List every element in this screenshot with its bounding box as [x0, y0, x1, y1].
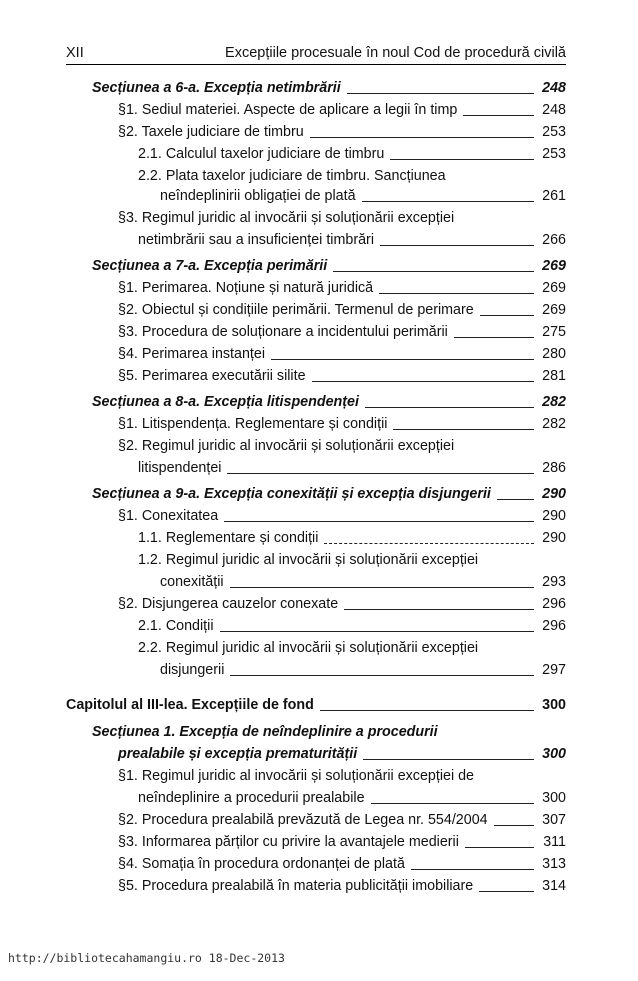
toc-leader: [224, 520, 534, 522]
toc-leader: [344, 608, 534, 610]
toc-entry: [118, 877, 566, 896]
toc-section-9: [92, 485, 566, 504]
toc-entry-title: 2.1. Condiții: [138, 618, 214, 634]
toc-entry-title: Secțiunea a 8-a. Excepția litispendenței: [92, 394, 359, 410]
toc-entry: [118, 345, 566, 364]
toc-entry-title: Secțiunea a 7-a. Excepția perimării: [92, 258, 328, 274]
toc-entry: [118, 123, 566, 142]
toc-entry: [118, 101, 566, 120]
toc-entry-title: 2.1. Calculul taxelor judiciare de timbru: [138, 146, 385, 162]
toc-entry-page: 300: [542, 746, 566, 762]
toc-entry-title: §1. Sediul materiei. Aspecte de aplicare a legii în timp: [118, 102, 458, 118]
toc-entry-page: 253: [542, 124, 566, 140]
toc-entry: [118, 415, 566, 434]
toc-entry-page: 269: [542, 258, 566, 274]
toc-section-7: [92, 257, 566, 276]
toc-entry-page: 314: [542, 878, 566, 894]
toc-entry-title: prealabile și excepția prematurității: [118, 746, 358, 762]
toc-entry-title: §3. Informarea părților cu privire la avantajele medierii: [118, 834, 459, 850]
toc-leader: [454, 336, 534, 338]
toc-entry-page: 248: [542, 80, 566, 96]
toc-entry-title: §2. Disjungerea cauzelor conexate: [118, 596, 339, 612]
toc-entry-page: 307: [542, 812, 566, 828]
toc-entry-page: 297: [542, 662, 566, 678]
toc-entry: [138, 617, 566, 636]
toc-leader: [230, 586, 534, 588]
toc-leader: [465, 846, 534, 848]
toc-chapter-3: [66, 696, 566, 715]
toc-leader: [362, 200, 534, 202]
toc-entry: [118, 279, 566, 298]
toc-entry-line: §3. Regimul juridic al invocării și soluționării excepției: [118, 210, 455, 226]
toc-entry-title: §1. Conexitatea: [118, 508, 219, 524]
toc-entry-page: 281: [542, 368, 566, 384]
toc-section-line: Secțiunea 1. Excepția de neîndeplinire a procedurii: [92, 724, 438, 740]
toc-entry-page: 290: [542, 508, 566, 524]
toc-leader: [227, 472, 534, 474]
toc-entry-page: 286: [542, 460, 566, 476]
toc-leader: [333, 270, 534, 272]
toc-entry-title: litispendenței: [138, 460, 222, 476]
toc-entry: [118, 367, 566, 386]
toc-entry: [138, 529, 566, 548]
page-number: XII: [66, 45, 84, 61]
toc-entry-page: 300: [542, 697, 566, 713]
toc-entry-title: §2. Procedura prealabilă prevăzută de Legea nr. 554/2004: [118, 812, 488, 828]
toc-entry-page: 269: [542, 280, 566, 296]
toc-leader: [310, 136, 534, 138]
toc-leader: [390, 158, 534, 160]
toc-entry-title: §1. Litispendența. Reglementare și condiții: [118, 416, 388, 432]
toc-entry: [138, 231, 566, 250]
toc-leader: [220, 630, 535, 632]
toc-leader: [271, 358, 534, 360]
toc-entry-page: 293: [542, 574, 566, 590]
toc-entry: [118, 855, 566, 874]
toc-entry: [118, 301, 566, 320]
running-header: [66, 44, 566, 65]
toc-leader: [393, 428, 534, 430]
toc-leader: [463, 114, 534, 116]
toc-entry-title: neîndeplinirii obligației de plată: [160, 188, 356, 204]
toc-entry-page: 290: [542, 530, 566, 546]
toc-entry-page: 311: [543, 834, 566, 850]
running-title: Excepțiile procesuale în noul Cod de procedură civilă: [225, 45, 566, 61]
toc-leader: [230, 674, 534, 676]
toc-leader: [379, 292, 534, 294]
toc-entry: [118, 833, 566, 852]
toc-entry-line: 1.2. Regimul juridic al invocării și soluționării excepției: [138, 552, 479, 568]
source-watermark: http://bibliotecahamangiu.ro 18-Dec-2013: [8, 951, 285, 965]
toc-entry-title: §5. Procedura prealabilă în materia publicității imobiliare: [118, 878, 474, 894]
toc-leader: [380, 244, 534, 246]
toc-entry-page: 290: [542, 486, 566, 502]
toc-entry-title: conexității: [160, 574, 224, 590]
toc-leader: [363, 758, 534, 760]
toc-entry-title: §2. Obiectul și condițiile perimării. Termenul de perimare: [118, 302, 474, 318]
toc-entry: [138, 145, 566, 164]
toc-entry-line: 2.2. Plata taxelor judiciare de timbru. Sancțiunea: [138, 168, 446, 184]
toc-entry-page: 275: [542, 324, 566, 340]
toc-entry-line: 2.2. Regimul juridic al invocării și soluționării excepției: [138, 640, 479, 656]
toc-leader: [324, 542, 534, 544]
toc-entry-page: 282: [542, 416, 566, 432]
toc-entry: [118, 811, 566, 830]
toc-entry: [118, 323, 566, 342]
toc-leader: [312, 380, 534, 382]
toc-entry: [138, 789, 566, 808]
toc-leader: [480, 314, 534, 316]
toc-entry-line: §1. Regimul juridic al invocării și soluționării excepției de: [118, 768, 474, 784]
toc-entry-page: 296: [542, 596, 566, 612]
toc-section-6: [92, 79, 566, 98]
toc-entry: [160, 661, 566, 680]
toc-leader: [371, 802, 534, 804]
toc-entry-title: §4. Perimarea instanței: [118, 346, 266, 362]
toc-entry-title: Capitolul al III-lea. Excepțiile de fond: [66, 697, 314, 713]
toc-entry-title: 1.1. Reglementare și condiții: [138, 530, 319, 546]
toc-leader: [365, 406, 534, 408]
toc-entry-title: §2. Taxele judiciare de timbru: [118, 124, 304, 140]
toc-entry-title: §4. Somația în procedura ordonanței de plată: [118, 856, 405, 872]
toc-entry-page: 261: [542, 188, 566, 204]
toc-entry-page: 313: [542, 856, 566, 872]
toc-entry-page: 253: [542, 146, 566, 162]
toc-entry: [160, 573, 566, 592]
toc-leader: [347, 92, 534, 94]
toc-entry: [138, 459, 566, 478]
toc-entry-page: 296: [542, 618, 566, 634]
toc-entry: [118, 507, 566, 526]
toc-entry-title: disjungerii: [160, 662, 225, 678]
toc-entry: [118, 595, 566, 614]
toc-entry-line: §2. Regimul juridic al invocării și soluționării excepției: [118, 438, 455, 454]
toc-entry-page: 282: [542, 394, 566, 410]
toc-entry-page: 269: [542, 302, 566, 318]
toc-entry-title: Secțiunea a 6-a. Excepția netimbrării: [92, 80, 341, 96]
toc-section-8: [92, 393, 566, 412]
toc-leader: [320, 709, 534, 711]
toc-leader: [479, 890, 534, 892]
toc-entry-page: 280: [542, 346, 566, 362]
toc-entry-page: 266: [542, 232, 566, 248]
toc-section-1: [118, 745, 566, 764]
toc-entry-title: neîndeplinire a procedurii prealabile: [138, 790, 365, 806]
toc-entry-title: netimbrării sau a insuficienței timbrări: [138, 232, 374, 248]
toc-entry-title: §3. Procedura de soluționare a incidentului perimării: [118, 324, 448, 340]
toc-entry: [160, 187, 566, 206]
toc-leader: [497, 498, 534, 500]
toc-entry-title: §1. Perimarea. Noțiune și natură juridică: [118, 280, 374, 296]
toc-entry-page: 248: [542, 102, 566, 118]
toc-entry-page: 300: [542, 790, 566, 806]
toc-entry-title: Secțiunea a 9-a. Excepția conexității și excepția disjungerii: [92, 486, 491, 502]
toc-entry-title: §5. Perimarea executării silite: [118, 368, 306, 384]
toc-leader: [411, 868, 534, 870]
toc-leader: [494, 824, 534, 826]
